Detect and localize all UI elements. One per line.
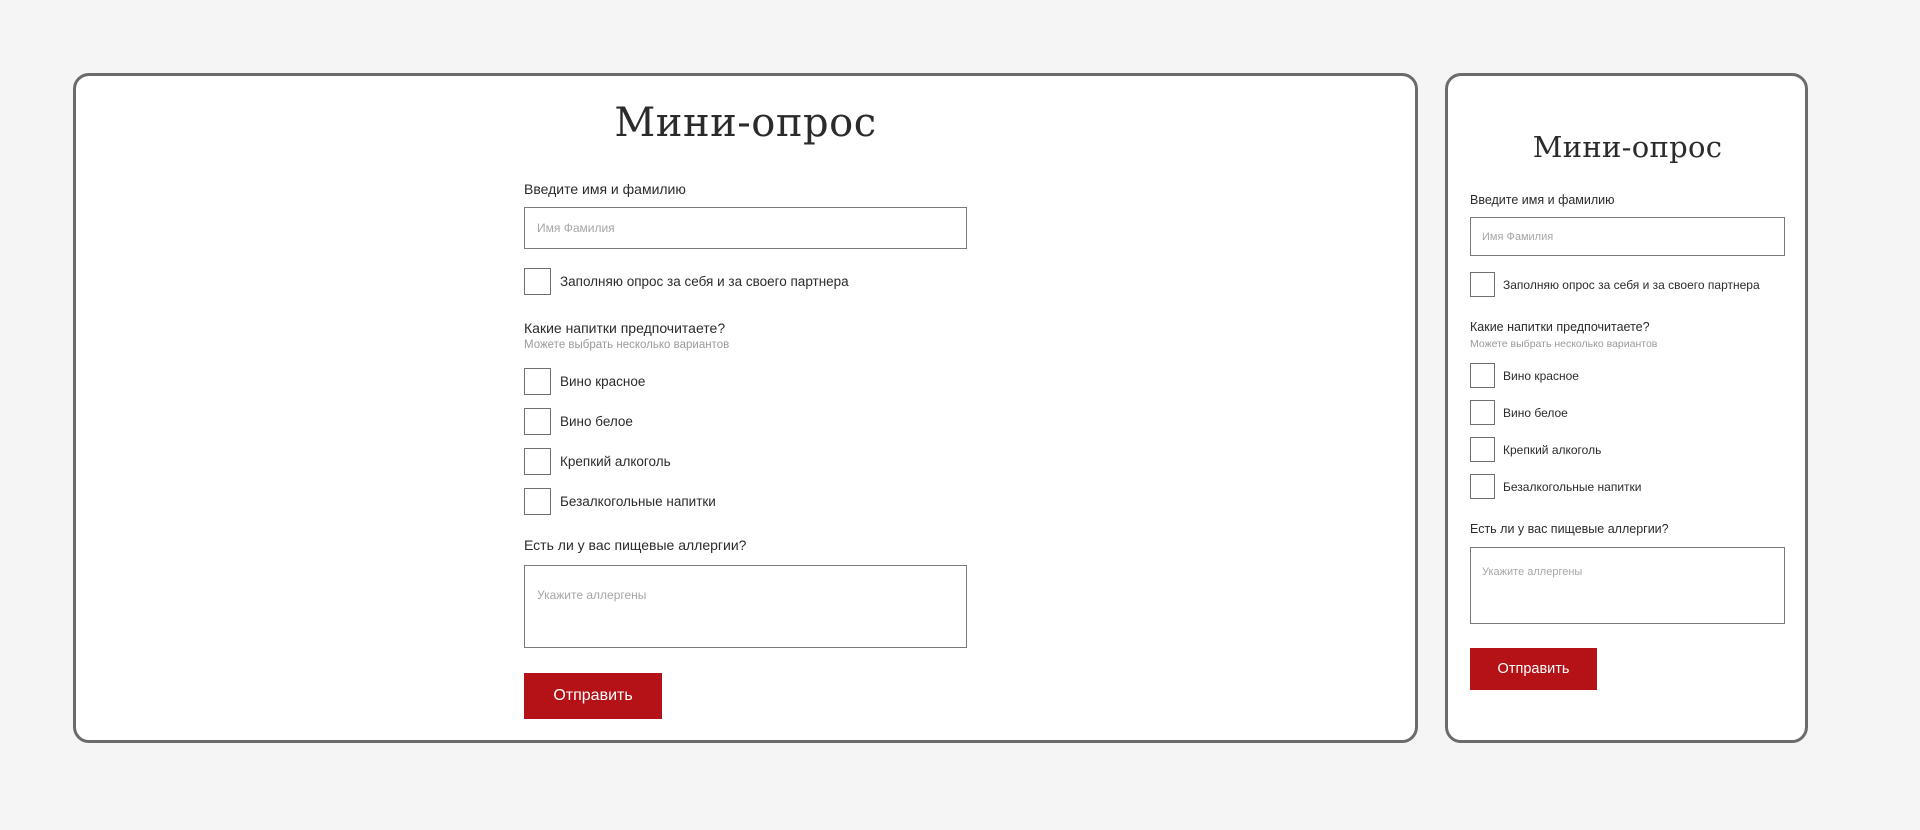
partner-checkbox-label: Заполняю опрос за себя и за своего партнера [560, 274, 849, 289]
drink-label: Безалкогольные напитки [1503, 479, 1642, 494]
drink-checkbox-non-alcoholic[interactable] [1470, 474, 1642, 499]
allergy-textarea[interactable] [524, 565, 967, 648]
checkbox-box[interactable] [1470, 437, 1495, 462]
drink-label: Крепкий алкоголь [1503, 442, 1602, 457]
drink-checkbox-spirits[interactable] [524, 448, 671, 475]
name-input[interactable] [524, 207, 967, 249]
drink-checkbox-red-wine[interactable] [524, 368, 645, 395]
checkbox-box[interactable] [1470, 474, 1495, 499]
drink-label: Вино белое [560, 414, 633, 429]
name-label: Введите имя и фамилию [524, 181, 686, 197]
partner-checkbox-label: Заполняю опрос за себя и за своего партнера [1503, 277, 1760, 292]
drink-label: Вино красное [1503, 368, 1579, 383]
mobile-survey-frame [1445, 73, 1808, 743]
name-label: Введите имя и фамилию [1470, 193, 1615, 207]
drinks-question: Какие напитки предпочитаете? [1470, 320, 1650, 334]
name-input[interactable] [1470, 217, 1785, 256]
drinks-hint: Можете выбрать несколько вариантов [524, 339, 730, 351]
checkbox-box[interactable] [524, 268, 551, 295]
checkbox-box[interactable] [1470, 400, 1495, 425]
checkbox-box[interactable] [1470, 363, 1495, 388]
drink-checkbox-non-alcoholic[interactable] [524, 488, 716, 515]
drink-checkbox-white-wine[interactable] [524, 408, 633, 435]
checkbox-box[interactable] [524, 368, 551, 395]
drinks-question: Какие напитки предпочитаете? [524, 320, 726, 336]
drink-checkbox-spirits[interactable] [1470, 437, 1601, 462]
submit-button[interactable]: Отправить [524, 673, 662, 719]
drink-checkbox-white-wine[interactable] [1470, 400, 1568, 425]
page-title: Мини-опрос [614, 100, 877, 146]
submit-button[interactable]: Отправить [1470, 648, 1597, 690]
desktop-survey-frame [73, 73, 1418, 743]
checkbox-box[interactable] [524, 408, 551, 435]
drink-label: Безалкогольные напитки [560, 494, 716, 509]
allergy-textarea[interactable] [1470, 547, 1785, 624]
partner-checkbox[interactable] [1470, 272, 1760, 297]
checkbox-box[interactable] [524, 448, 551, 475]
checkbox-box[interactable] [524, 488, 551, 515]
checkbox-box[interactable] [1470, 272, 1495, 297]
drink-checkbox-red-wine[interactable] [1470, 363, 1579, 388]
drinks-hint: Можете выбрать несколько вариантов [1470, 338, 1658, 350]
allergy-question: Есть ли у вас пищевые аллергии? [524, 537, 747, 553]
partner-checkbox[interactable] [524, 268, 849, 295]
drink-label: Крепкий алкоголь [560, 454, 671, 469]
page-title: Мини-опрос [1532, 130, 1723, 164]
drink-label: Вино красное [560, 374, 646, 389]
drink-label: Вино белое [1503, 405, 1568, 420]
allergy-question: Есть ли у вас пищевые аллергии? [1470, 522, 1669, 536]
